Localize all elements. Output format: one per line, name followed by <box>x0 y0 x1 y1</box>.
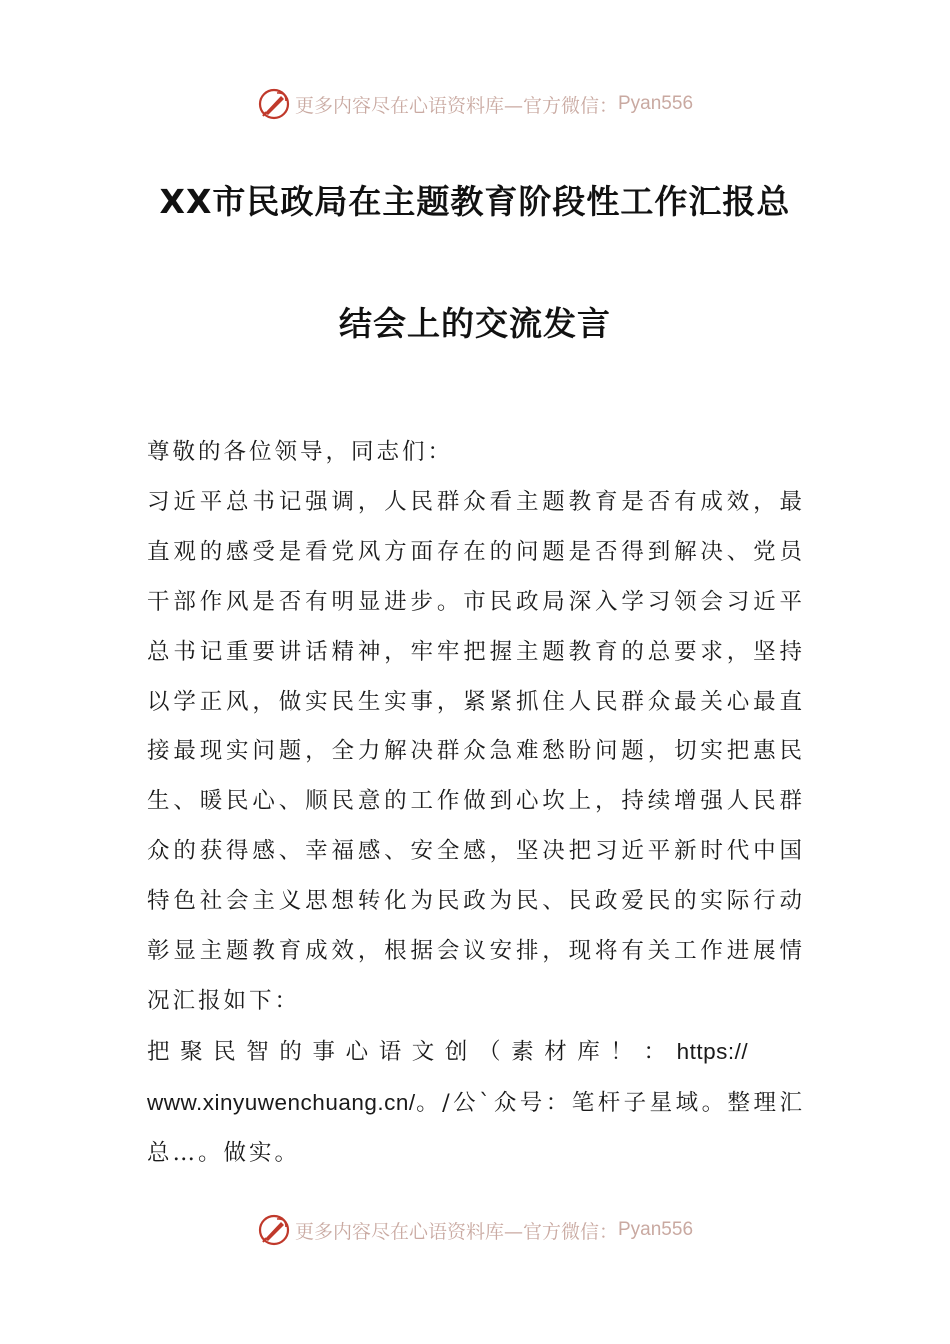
paragraph-2 <box>147 1027 805 1179</box>
paragraph-2-suffix: 。/公`众号：笔杆子星域。整理汇总…。做实。 <box>147 1089 805 1166</box>
salutation: 尊敬的各位领导，同志们： <box>147 439 454 465</box>
source-url-part-2: www.xinyuwenchuang.cn/ <box>147 1089 416 1115</box>
document-title-line-2: 结会上的交流发言 <box>339 304 611 343</box>
header-wechat-id: Pyan556 <box>618 93 694 114</box>
footer-banner <box>0 1210 950 1250</box>
source-url-part-1: https:// <box>676 1038 749 1064</box>
header-slogan: 更多内容尽在心语资料库—官方微信： <box>294 94 618 117</box>
document-body <box>147 428 805 1179</box>
document-title-line-1: XX市民政局在主题教育阶段性工作汇报总 <box>159 182 791 221</box>
quill-logo-icon <box>257 1213 291 1247</box>
footer-slogan: 更多内容尽在心语资料库—官方微信： <box>294 1220 618 1243</box>
quill-logo-icon <box>257 87 291 121</box>
paragraph-1: 习近平总书记强调，人民群众看主题教育是否有成效，最直观的感受是看党风方面存在的问题是否得到解决、党员干部作风是否有明显进步。市民政局深入学习领会习近平总书记重要讲话精神，牢牢把握主题教育的总要求，坚持以学正风，做实民生实事，紧紧抓住人民群众最关心最直接最现实问题，全力解决群众急难愁盼问题，切实把惠民生、暖民心、顺民意的工作做到心坎上，持续增强人民群众的获得感、幸福感、安全感，坚决把习近平新时代中国特色社会主义思想转化为民政为民、民政爱民的实际行动彰显主题教育成效，根据会议安排，现将有关工作进展情况汇报如下： <box>147 488 805 1014</box>
header-banner <box>0 84 950 124</box>
paragraph-2-prefix: 把聚民智的事心语文创（素材库！： <box>147 1038 677 1065</box>
footer-wechat-id: Pyan556 <box>618 1219 694 1240</box>
